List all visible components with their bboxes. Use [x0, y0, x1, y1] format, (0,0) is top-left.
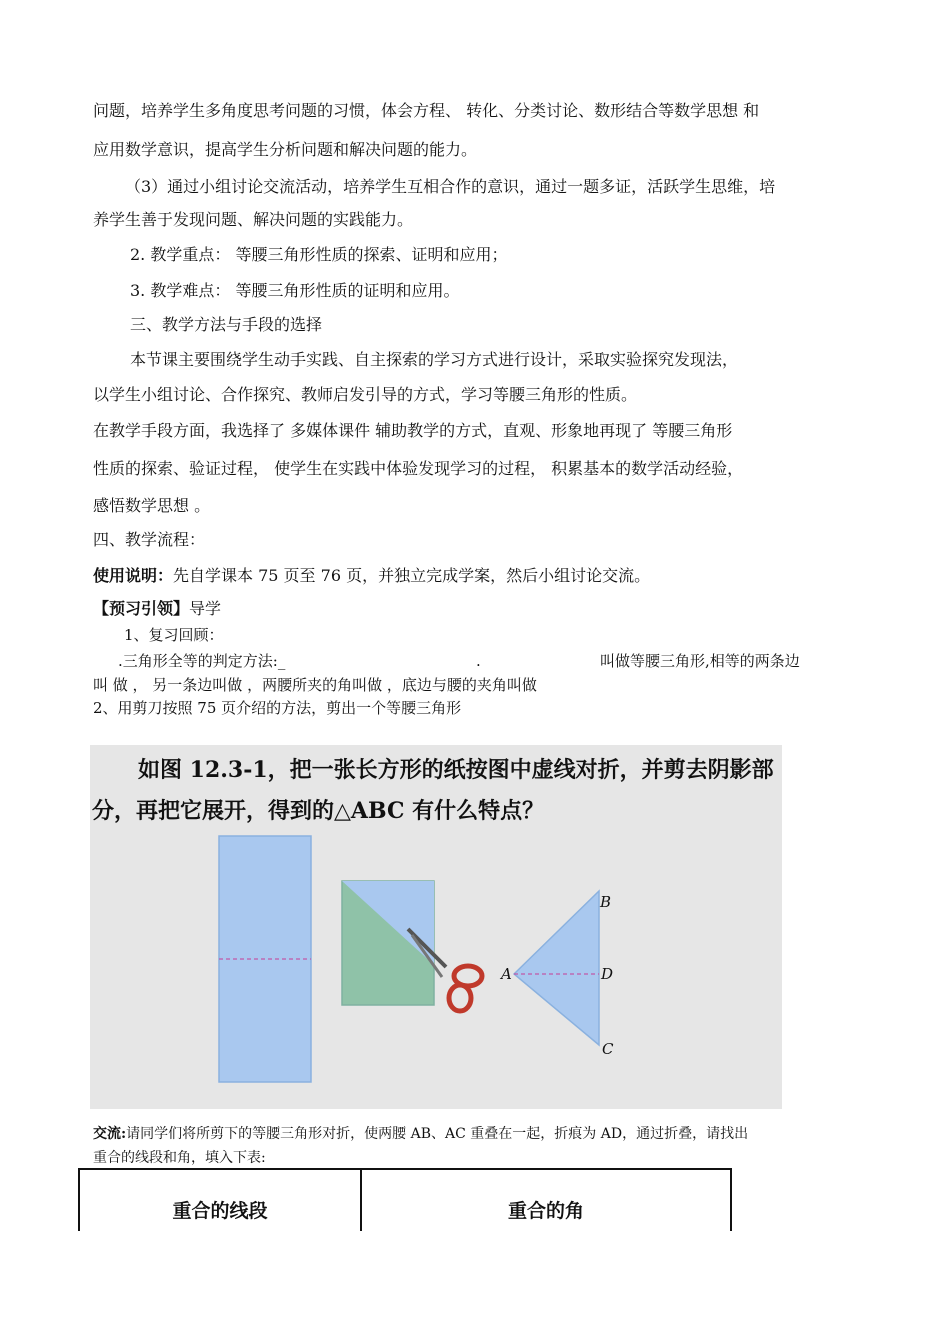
review-title: 1、复习回顾：	[124, 626, 224, 644]
line-5: 2. 教学重点： 等腰三角形性质的探索、证明和应用；	[130, 245, 508, 264]
column-header-angles: 重合的角	[361, 1169, 731, 1231]
review-line-1a: .三角形全等的判定方法:_	[118, 652, 286, 670]
review-line-1b: .	[476, 652, 481, 670]
review-line-1c: 叫做等腰三角形,相等的两条边	[600, 652, 800, 670]
usage-label: 使用说明：	[93, 566, 174, 585]
figure-text-1: 如图 12.3-1，把一张长方形的纸按图中虚线对折，并剪去阴影部	[138, 757, 774, 783]
line-7: 三、教学方法与手段的选择	[130, 315, 323, 334]
answer-table	[78, 1168, 732, 1231]
preview-heading	[93, 599, 221, 619]
label-A: A	[501, 965, 512, 983]
line-1: 问题，培养学生多角度思考问题的习惯，体会方程、 转化、分类讨论、数形结合等数学思想 和	[93, 101, 760, 120]
figure-text-2: 分，再把它展开，得到的△ABC 有什么特点？	[92, 798, 545, 824]
line-6: 3. 教学难点： 等腰三角形性质的证明和应用。	[130, 281, 460, 300]
review-line-2: 叫 做 ， 另一条边叫做 ，两腰所夹的角叫做 ，底边与腰的夹角叫做	[93, 676, 537, 694]
exchange-label: 交流:	[93, 1126, 127, 1142]
exchange-text-1: 请同学们将所剪下的等腰三角形对折，使两腰 AB、AC 重叠在一起，折痕为 AD，通过折叠，请找出	[126, 1126, 749, 1142]
table-header-row	[79, 1169, 731, 1231]
line-13: 四、教学流程：	[93, 530, 206, 549]
line-11: 性质的探索、验证过程， 使学生在实践中体验发现学习的过程， 积累基本的数学活动经验，	[93, 459, 744, 478]
exchange-line-1	[93, 1124, 748, 1144]
line-3: （3）通过小组讨论交流活动，培养学生互相合作的意识，通过一题多证，活跃学生思维，培	[125, 177, 776, 196]
preview-label: 【预习引领】	[93, 599, 190, 618]
label-C: C	[602, 1040, 614, 1058]
isosceles-triangle	[514, 891, 599, 1045]
figure-svg	[90, 745, 782, 1109]
preview-text: 导学	[189, 599, 222, 618]
line-4: 养学生善于发现问题、解决问题的实践能力。	[93, 210, 414, 229]
line-12: 感悟数学思想 。	[93, 496, 211, 515]
line-8: 本节课主要围绕学生动手实践、自主探索的学习方式进行设计，采取实验探究发现法，	[130, 350, 739, 369]
task-2: 2、用剪刀按照 75 页介绍的方法，剪出一个等腰三角形	[93, 699, 462, 717]
label-D: D	[601, 965, 614, 983]
folding-figure	[90, 745, 782, 1109]
column-header-segments: 重合的线段	[79, 1169, 361, 1231]
line-9: 以学生小组讨论、合作探究、教师启发引导的方式，学习等腰三角形的性质。	[93, 385, 638, 404]
usage-text: 先自学课本 75 页至 76 页，并独立完成学案，然后小组讨论交流。	[173, 566, 651, 585]
label-B: B	[600, 893, 612, 911]
line-10: 在教学手段方面，我选择了 多媒体课件 辅助教学的方式，直观、形象地再现了 等腰三角形	[93, 421, 733, 440]
usage-note	[93, 566, 650, 586]
exchange-line-2: 重合的线段和角，填入下表:	[93, 1150, 266, 1166]
line-2: 应用数学意识，提高学生分析问题和解决问题的能力。	[93, 140, 478, 159]
